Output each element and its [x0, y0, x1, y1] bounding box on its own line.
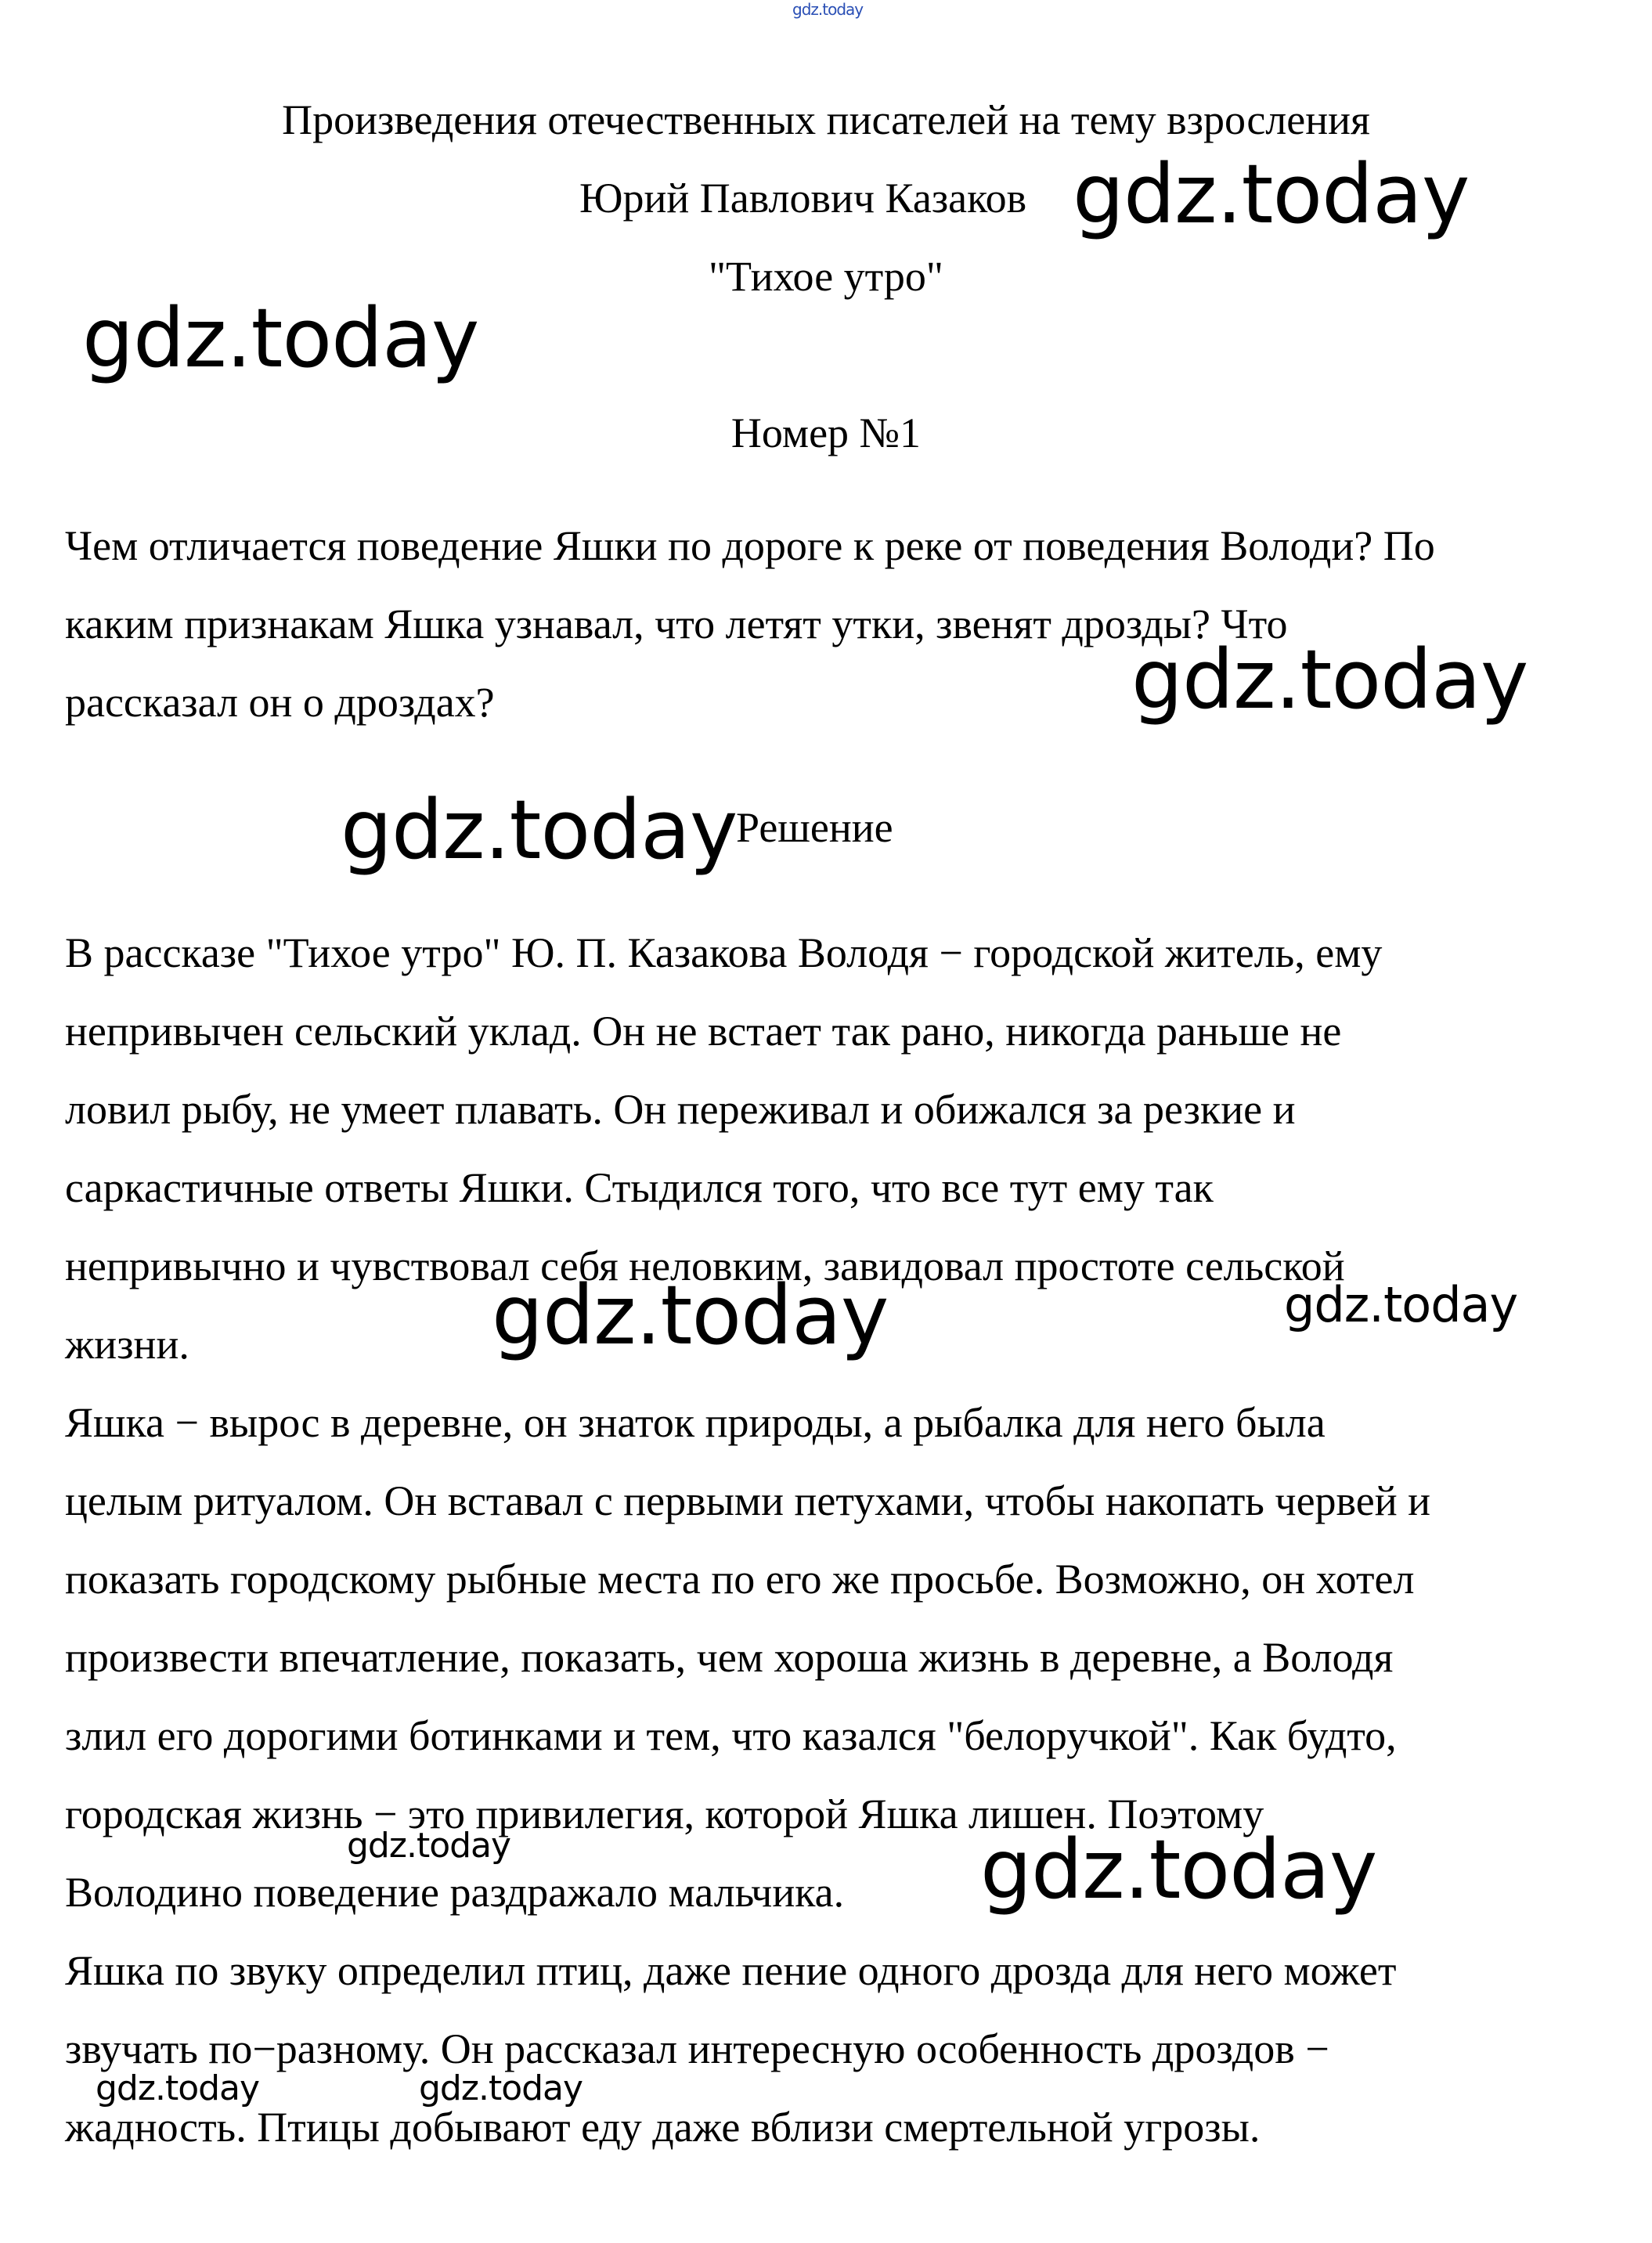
solution-heading: Решение: [736, 804, 893, 851]
solution-line: жизни.: [65, 1321, 189, 1368]
question-line: рассказал он о дроздах?: [65, 679, 495, 726]
watermark: gdz.today: [347, 1826, 511, 1866]
solution-line: городская жизнь − это привилегия, которой Яшка лишен. Поэтому: [65, 1790, 1264, 1837]
work-title: "Тихое утро": [709, 253, 943, 300]
watermark: gdz.today: [341, 782, 738, 878]
header-watermark: gdz.today: [792, 0, 864, 19]
question-line: Чем отличается поведение Яшки по дороге к реке от поведения Володи? По: [65, 522, 1435, 569]
watermark: gdz.today: [980, 1822, 1377, 1917]
solution-line: целым ритуалом. Он вставал с первыми петухами, чтобы накопать червей и: [65, 1477, 1431, 1524]
solution-line: Володино поведение раздражало мальчика.: [65, 1869, 845, 1916]
watermark: gdz.today: [419, 2068, 583, 2108]
solution-line: звучать по−разному. Он рассказал интересную особенность дроздов −: [65, 2025, 1329, 2072]
question-line: каким признакам Яшка узнавал, что летят утки, звенят дрозды? Что: [65, 600, 1288, 647]
solution-line: жадность. Птицы добывают еду даже вблизи смертельной угрозы.: [65, 2104, 1261, 2151]
solution-line: саркастичные ответы Яшки. Стыдился того, что все тут ему так: [65, 1164, 1214, 1211]
solution-line: В рассказе "Тихое утро" Ю. П. Казакова Володя − городской житель, ему: [65, 929, 1383, 976]
solution-line: Яшка по звуку определил птиц, даже пение одного дрозда для него может: [65, 1947, 1397, 1994]
solution-line: непривычен сельский уклад. Он не встает так рано, никогда раньше не: [65, 1008, 1342, 1055]
solution-line: произвести впечатление, показать, чем хороша жизнь в деревне, а Володя: [65, 1634, 1394, 1681]
watermark: gdz.today: [1073, 146, 1470, 242]
watermark: gdz.today: [82, 290, 479, 386]
watermark: gdz.today: [1131, 632, 1528, 727]
solution-line: ловил рыбу, не умеет плавать. Он переживал и обижался за резкие и: [65, 1086, 1296, 1133]
task-number: Номер №1: [730, 409, 922, 456]
solution-line: злил его дорогими ботинками и тем, что казался "белоручкой". Как будто,: [65, 1712, 1397, 1759]
watermark: gdz.today: [1284, 1276, 1518, 1333]
section-title: Произведения отечественных писателей на тему взросления: [282, 96, 1370, 143]
watermark: gdz.today: [492, 1268, 889, 1363]
solution-line: непривычно и чувствовал себя неловким, завидовал простоте сельской: [65, 1242, 1345, 1289]
author-name: Юрий Павлович Казаков: [579, 175, 1027, 222]
solution-line: показать городскому рыбные места по его же просьбе. Возможно, он хотел: [65, 1556, 1415, 1603]
watermark: gdz.today: [96, 2068, 260, 2108]
solution-line: Яшка − вырос в деревне, он знаток природы, а рыбалка для него была: [65, 1399, 1326, 1446]
